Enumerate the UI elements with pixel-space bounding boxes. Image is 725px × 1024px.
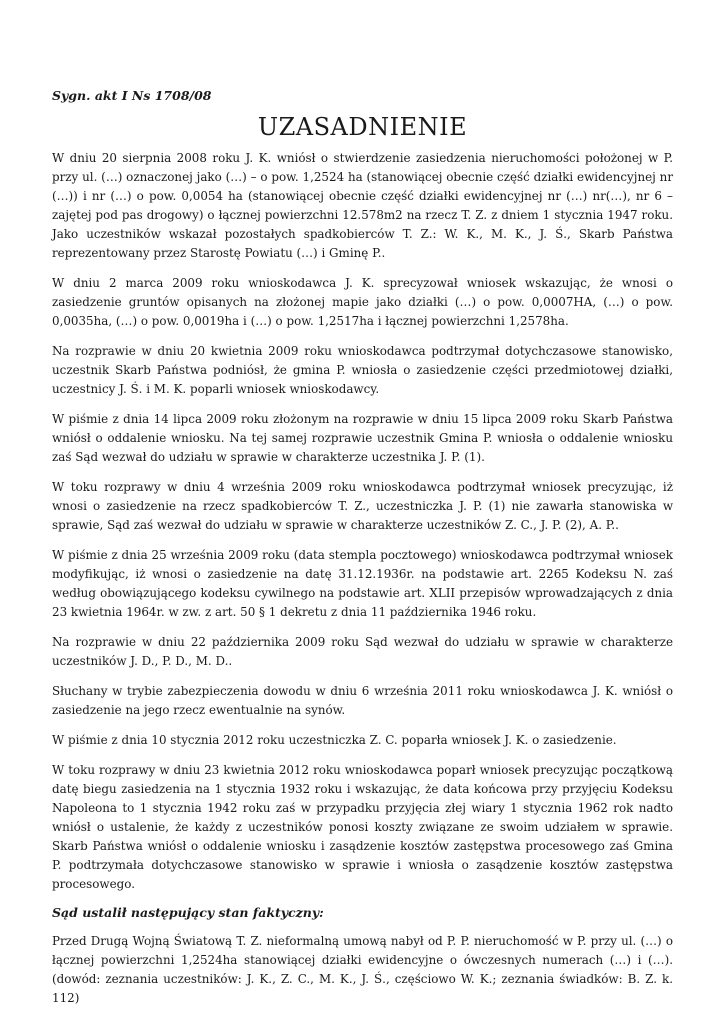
paragraph: W dniu 2 marca 2009 roku wnioskodawca J. K. sprecyzował wniosek wskazując, że wnosi o zasiedzenie gruntów opisanych na złożonej mapie jako działki (…) o pow. 0,0007HA, (…) o pow. 0,0035ha, (…) o pow. 0,0019ha i (…) o pow. 1,2517ha i łącznej powierzchni 1,2578ha. bbox=[52, 276, 673, 328]
paragraph: W dniu 20 sierpnia 2008 roku J. K. wniósł o stwierdzenie zasiedzenia nieruchomości położonej w P. przy ul. (…) oznaczonej jako (…) – o pow. 1,2524 ha (stanowiącej obecnie część działki ewidencyjnej nr (…)) i nr (…) o pow. 0,0054 ha (stanowiącej obecnie część działki ewidencyjnej nr (…) nr(…), nr 6 – zajętej pod pas drogowy) o łącznej powierzchni 12.578m2 na rzecz T. Z. z dniem 1 stycznia 1947 roku. Jako uczestników wskazał pozostałych spadkobierców T. Z.: W. K., M. K., J. Ś., Skarb Państwa reprezentowany przez Starostę Powiatu (…) i Gminę P.. bbox=[52, 151, 673, 260]
paragraph: Na rozprawie w dniu 22 października 2009 roku Sąd wezwał do udziału w sprawie w charakterze uczestników J. D., P. D., M. D.. bbox=[52, 635, 673, 668]
paragraph: W piśmie z dnia 25 września 2009 roku (data stempla pocztowego) wnioskodawca podtrzymał wniosek modyfikując, iż wnosi o zasiedzenie na datę 31.12.1936r. na podstawie art. 2265 Kodeksu N. zaś według obowiązującego kodeksu cywilnego na podstawie art. XLII przepisów wprowadzających z dnia 23 kwietnia 1964r. w zw. z art. 50 § 1 dekretu z dnia 11 października 1946 roku. bbox=[52, 548, 673, 619]
paragraph: Słuchany w trybie zabezpieczenia dowodu w dniu 6 września 2011 roku wnioskodawca J. K. wniósł o zasiedzenie na jego rzecz ewentualnie na synów. bbox=[52, 684, 673, 717]
paragraph: W piśmie z dnia 14 lipca 2009 roku złożonym na rozprawie w dniu 15 lipca 2009 roku Skarb Państwa wniósł o oddalenie wniosku. Na tej samej rozprawie uczestnik Gmina P. wniosła o oddalenie wniosku zaś Sąd wezwał do udziału w sprawie w charakterze uczestnika J. P. (1). bbox=[52, 412, 673, 464]
section-heading: Sąd ustalił następujący stan faktyczny: bbox=[52, 905, 324, 920]
paragraph: W toku rozprawy w dniu 4 września 2009 roku wnioskodawca podtrzymał wniosek precyzując, iż wnosi o zasiedzenie na rzecz spadkobierców T. Z., uczestniczka J. P. (1) nie zawarła stanowiska w sprawie, Sąd zaś wezwał do udziału w sprawie w charakterze uczestników Z. C., J. P. (2), A. P.. bbox=[52, 480, 673, 532]
document-title: UZASADNIENIE bbox=[257, 113, 468, 141]
paragraph: Przed Drugą Wojną Światową T. Z. nieformalną umową nabył od P. P. nieruchomość w P. przy ul. (…) o łącznej powierzchni 1,2524ha stanowiącej działki ewidencyjne o ówczesnych numerach (…) i (…). (dowód: zeznania uczestników: J. K., Z. C., M. K., J. Ś., częściowo W. K.; zeznania świadków: B. Z. k. 112) bbox=[52, 934, 673, 1005]
paragraph: Na rozprawie w dniu 20 kwietnia 2009 roku wnioskodawca podtrzymał dotychczasowe stanowisko, uczestnik Skarb Państwa podniósł, że gmina P. wniosła o zasiedzenie części przedmiotowej działki, uczestnicy J. Ś. i M. K. poparli wniosek wnioskodawcy. bbox=[52, 344, 673, 396]
case-reference: Sygn. akt I Ns 1708/08 bbox=[52, 88, 212, 103]
paragraph: W piśmie z dnia 10 stycznia 2012 roku uczestniczka Z. C. poparła wniosek J. K. o zasiedzenie. bbox=[52, 733, 617, 747]
paragraph: W toku rozprawy w dniu 23 kwietnia 2012 roku wnioskodawca poparł wniosek precyzując początkową datę biegu zasiedzenia na 1 stycznia 1932 roku i wskazując, że data końcowa przy przyjęciu Kodeksu Napoleona to 1 stycznia 1942 roku zaś w przypadku przyjęcia złej wiary 1 stycznia 1962 rok nadto wniósł o ustalenie, że każdy z uczestników ponosi koszty związane ze swoim udziałem w sprawie. Skarb Państwa wniósł o oddalenie wniosku i zasądzenie kosztów zastępstwa procesowego zaś Gmina P. podtrzymała dotychczasowe stanowisko w sprawie i wniosła o zasądzenie kosztów zastępstwa procesowego. bbox=[52, 763, 673, 891]
